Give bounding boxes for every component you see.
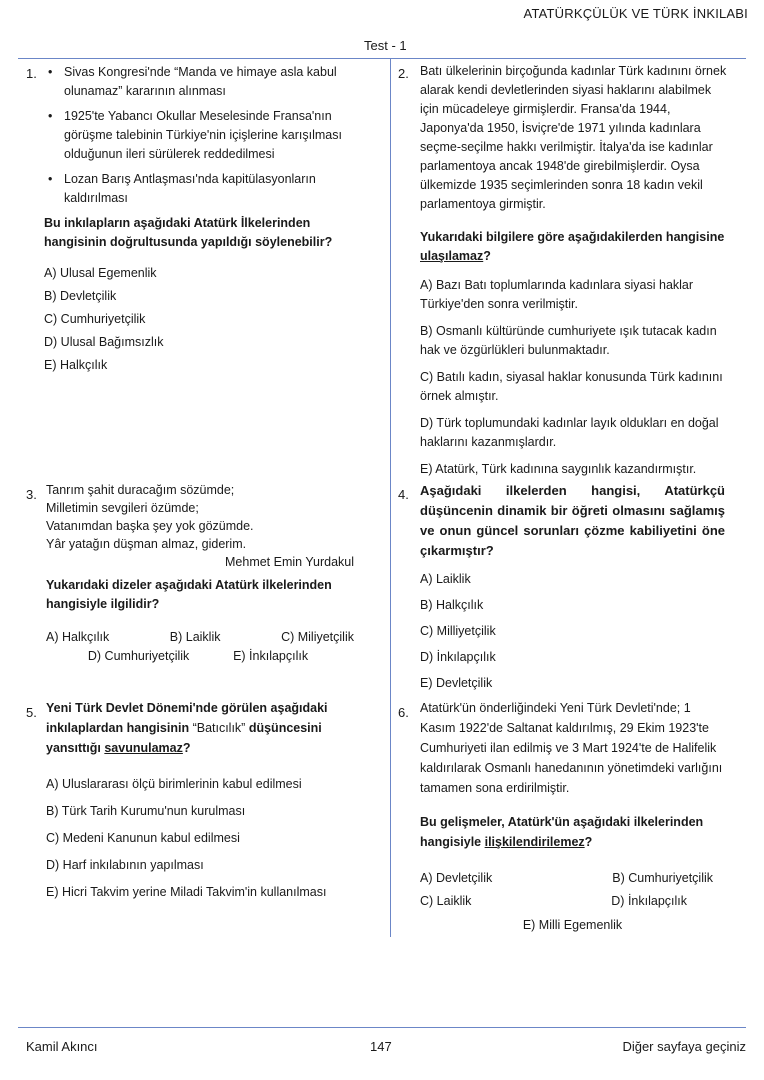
question-1-options — [44, 264, 352, 375]
question-3-poem — [46, 481, 354, 553]
option-a[interactable]: A) Bazı Batı toplumlarında kadınlara siyasi haklar Türkiye'den sonra verilmiştir. — [420, 278, 694, 311]
question-5-stem-text: Yeni Türk Devlet Dönemi'nde görülen aşağıdaki inkılaplardan hangisinin — [46, 701, 328, 735]
question-3-options — [46, 628, 354, 666]
question-2-stem-keyword: ulaşılamaz — [420, 249, 484, 263]
question-2-number: 2. — [398, 66, 409, 81]
test-label: Test - 1 — [364, 38, 407, 53]
poem-line: Milletimin sevgileri özümde; — [46, 501, 199, 515]
option-b[interactable]: B) Cumhuriyetçilik — [612, 871, 713, 885]
option-e[interactable]: E) Atatürk, Türk kadınına saygınlık kazandırmıştır. — [420, 462, 697, 476]
option-e[interactable]: E) Hicri Takvim yerine Miladi Takvim'in kullanılması — [46, 885, 327, 899]
option-b[interactable]: B) Laiklik — [169, 630, 221, 644]
option-b[interactable]: B) Devletçilik — [44, 289, 117, 303]
option-d[interactable]: D) Cumhuriyetçilik — [87, 649, 190, 663]
question-2-stem-text: Yukarıdaki bilgilere göre aşağıdakilerden hangisine — [420, 230, 725, 244]
question-1-bullet: • 1925'te Yabancı Okullar Meselesinde Fransa'nın görüşme talebinin Türkiye'nin içişlerine karışılması olduğunun ileri sürülerek reddedilmesi — [44, 107, 352, 164]
option-c[interactable]: C) Medeni Kanunun kabul edilmesi — [46, 831, 240, 845]
question-4-options — [420, 569, 725, 693]
question-1-bullets — [44, 63, 352, 208]
question-6-options-row — [420, 868, 725, 888]
option-e[interactable]: E) Halkçılık — [44, 358, 108, 372]
option-c[interactable]: C) Cumhuriyetçilik — [44, 312, 146, 326]
question-3 — [46, 481, 354, 666]
option-a[interactable]: A) Uluslararası ölçü birimlerinin kabul edilmesi — [46, 777, 302, 791]
option-a[interactable]: A) Halkçılık — [46, 630, 110, 644]
option-d[interactable]: D) Ulusal Bağımsızlık — [44, 335, 164, 349]
option-d[interactable]: D) İnkılapçılık — [611, 894, 687, 908]
question-6-stem-mark: ? — [584, 835, 593, 849]
option-b[interactable]: B) Halkçılık — [420, 598, 484, 612]
question-2-options — [420, 276, 730, 479]
question-5-stem-keyword: savunulamaz — [104, 741, 183, 755]
question-3-options-row — [46, 628, 354, 647]
question-6-stem-keyword: ilişkilendirilemez — [484, 835, 585, 849]
option-a[interactable]: A) Laiklik — [420, 572, 471, 586]
option-c[interactable]: C) Milliyetçilik — [420, 624, 496, 638]
question-6-options-row — [420, 891, 725, 911]
question-2-text: Batı ülkelerinin birçoğunda kadınlar Türk kadınını örnek alarak kendi devletlerinden siyasi haklarını alabilmek için mücadeleye girmişlerdir. Fransa'da 1944, Japonya'da 1950, İsviçre'de 1971 yılında kadınlara seçme-seçilme hakkı verilmiştir. İtalya'da ise kadınlar parlamentoya ancak 1948'de girebilmişlerdir. Oysa ülkemizde 1935 seçimlerinden sonra 18 kadın vekil parlamentoya girmiştir. — [420, 64, 727, 211]
question-6-stem — [420, 812, 725, 852]
question-4 — [420, 481, 725, 699]
poem-author: Mehmet Emin Yurdakul — [225, 555, 354, 569]
question-1-stem: Bu inkılapların aşağıdaki Atatürk İlkelerinden hangisinin doğrultusunda yapıldığı söylenebilir? — [44, 216, 333, 249]
question-6 — [420, 698, 725, 935]
column-divider — [390, 58, 391, 937]
document-header-title: ATATÜRKÇÜLÜK VE TÜRK İNKILABI — [523, 6, 748, 21]
option-d[interactable]: D) Harf inkılabının yapılması — [46, 858, 204, 872]
question-2-stem-mark: ? — [483, 249, 491, 263]
option-a[interactable]: A) Devletçilik — [420, 871, 493, 885]
option-b[interactable]: B) Türk Tarih Kurumu'nun kurulması — [46, 804, 246, 818]
question-5-stem-quote: “Batıcılık” — [192, 721, 246, 735]
option-e[interactable]: E) Milli Egemenlik — [522, 918, 623, 932]
poem-line: Vatanımdan başka şey yok gözümde. — [46, 519, 254, 533]
question-1-bullet: • Sivas Kongresi'nde “Manda ve himaye asla kabul olunamaz” kararının alınması — [44, 63, 352, 101]
question-1-number: 1. — [26, 66, 37, 81]
question-3-stem: Yukarıdaki dizeler aşağıdaki Atatürk ilkelerinden hangisiyle ilgilidir? — [46, 578, 332, 611]
option-c[interactable]: C) Miliyetçilik — [281, 630, 354, 644]
option-e[interactable]: E) İnkılapçılık — [233, 649, 309, 663]
question-5-stem — [46, 698, 354, 758]
question-3-number: 3. — [26, 487, 37, 502]
question-5-stem-text-2: düşüncesini yansıttığı — [46, 721, 322, 755]
question-5-number: 5. — [26, 705, 37, 720]
option-c[interactable]: C) Laiklik — [420, 894, 472, 908]
question-5 — [46, 698, 354, 909]
question-4-stem: Aşağıdaki ilkelerden hangisi, Atatürkçü düşüncenin dinamik bir öğreti olmasını sağlamış ve onun güncel sorunları çözme kabiliyetini öne çıkarmıştır? — [420, 483, 725, 558]
question-6-options — [420, 868, 725, 935]
question-6-options-row — [420, 915, 725, 935]
option-a[interactable]: A) Ulusal Egemenlik — [44, 266, 157, 280]
option-d[interactable]: D) Türk toplumundaki kadınlar layık oldukları en doğal haklarını kazanmışlardır. — [420, 416, 719, 449]
question-6-text: Atatürk'ün önderliğindeki Yeni Türk Devleti'nde; 1 Kasım 1922'de Saltanat kaldırılmış, 29 Ekim 1923'te Cumhuriyeti ilan edilmiş ve 3 Mart 1924'te de Halifelik kaldırılarak Osmanlı hanedanının yönetimdeki varlığını tamamen sona erdirilmiştir. — [420, 701, 723, 795]
question-2 — [420, 62, 730, 487]
top-divider — [18, 58, 746, 59]
page-number: 147 — [370, 1039, 392, 1054]
question-5-options — [46, 774, 354, 902]
question-4-number: 4. — [398, 487, 409, 502]
question-2-stem — [420, 228, 730, 266]
footer-author: Kamil Akıncı — [26, 1039, 98, 1054]
question-3-options-row — [46, 647, 354, 666]
option-b[interactable]: B) Osmanlı kültüründe cumhuriyete ışık tutacak kadın hak ve özgürlükleri bulunmaktadır. — [420, 324, 717, 357]
option-d[interactable]: D) İnkılapçılık — [420, 650, 496, 664]
bottom-divider — [18, 1027, 746, 1028]
question-5-stem-mark: ? — [182, 741, 191, 755]
question-6-stem-text: Bu gelişmeler, Atatürk'ün aşağıdaki ilkelerinden hangisiyle — [420, 815, 704, 849]
poem-line: Tanrım şahit duracağım sözümde; — [46, 483, 235, 497]
poem-line: Yâr yatağın düşman almaz, giderim. — [46, 537, 247, 551]
question-1-bullet: • Lozan Barış Antlaşması'nda kapitülasyonların kaldırılması — [44, 170, 352, 208]
question-6-number: 6. — [398, 705, 409, 720]
next-page-note: Diğer sayfaya geçiniz — [622, 1039, 746, 1054]
question-1 — [44, 63, 352, 379]
option-c[interactable]: C) Batılı kadın, siyasal haklar konusunda Türk kadınını örnek almıştır. — [420, 370, 723, 403]
option-e[interactable]: E) Devletçilik — [420, 676, 493, 690]
